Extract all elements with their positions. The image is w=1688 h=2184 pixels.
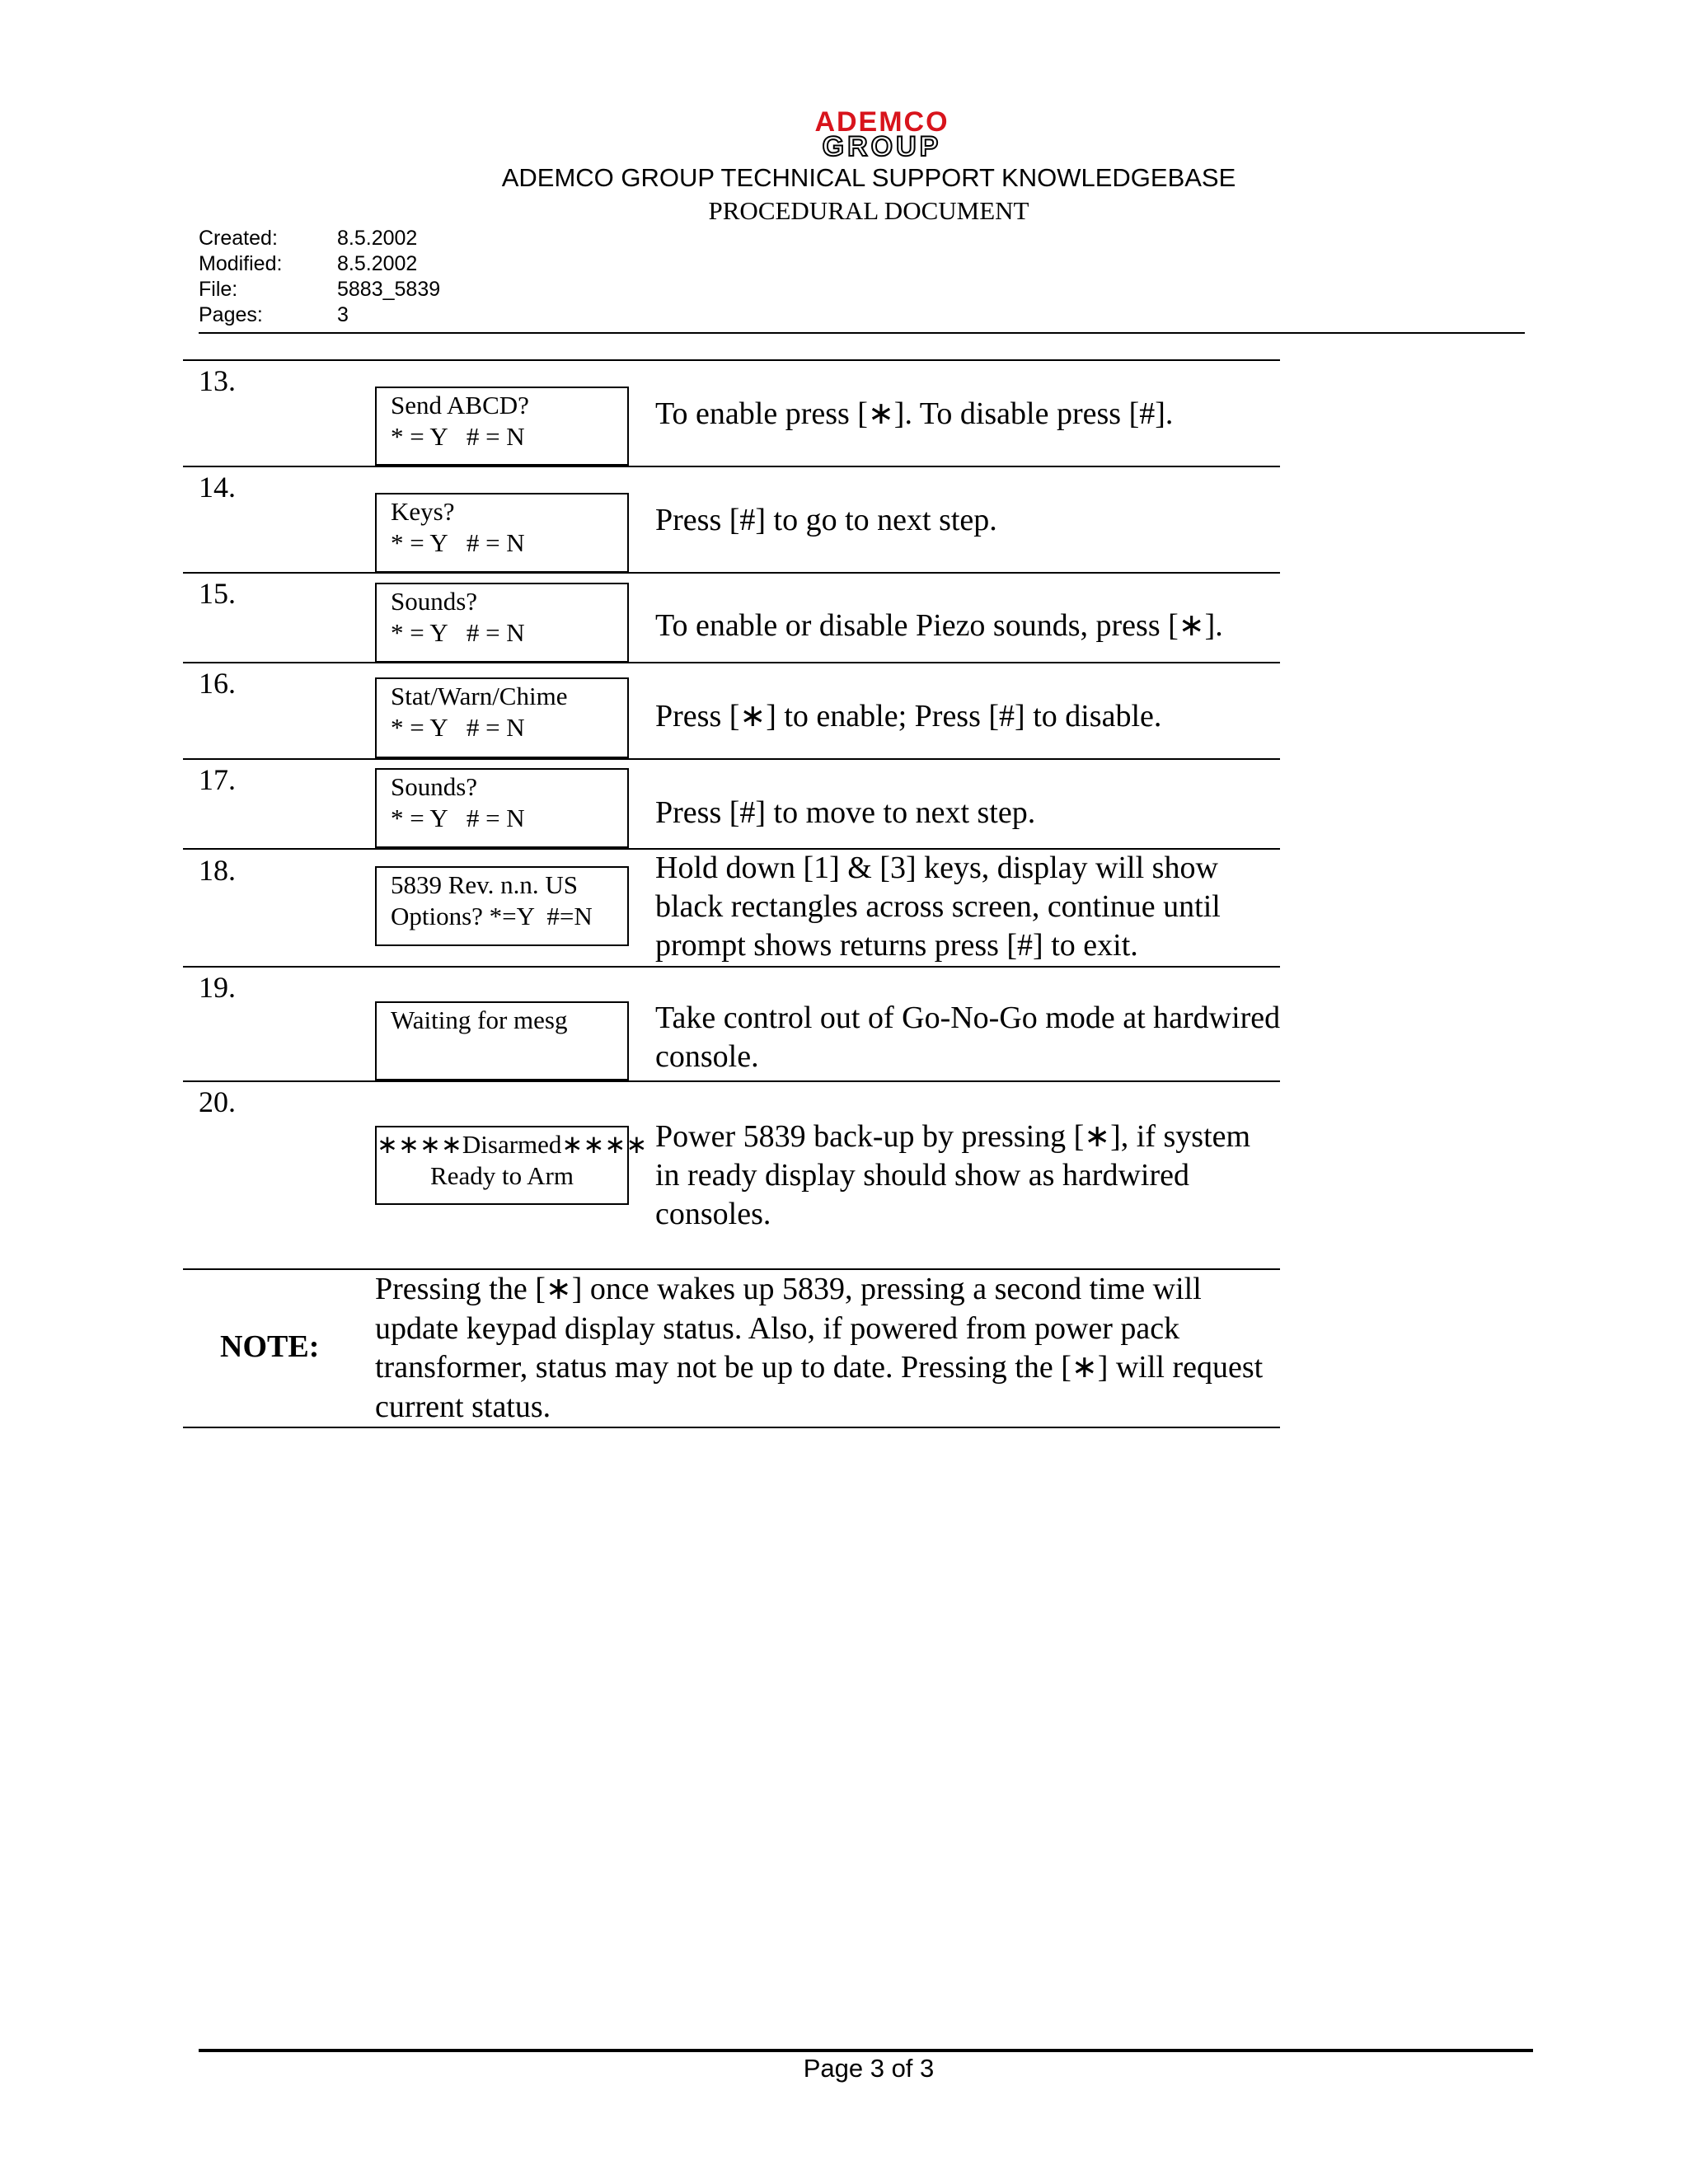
step-number: 18. — [199, 854, 236, 887]
keypad-display: Keys? * = Y # = N — [375, 493, 629, 573]
step-description: Power 5839 back-up by pressing [∗], if system in ready display should show as hardwired consoles. — [655, 1119, 1251, 1231]
row-divider — [183, 662, 1280, 663]
header-divider — [199, 332, 1525, 334]
step-number: 17. — [199, 763, 236, 796]
step-number: 16. — [199, 667, 236, 700]
meta-label: Pages: — [199, 303, 263, 326]
row-divider — [183, 966, 1280, 968]
row-divider — [183, 466, 1280, 467]
step-number: 20. — [199, 1085, 236, 1118]
keypad-display: 5839 Rev. n.n. US Options? *=Y #=N — [375, 866, 629, 946]
meta-pages — [199, 302, 440, 328]
meta-value: 5883_5839 — [337, 278, 441, 301]
step-description: Press [∗] to enable; Press [#] to disable. — [655, 699, 1162, 733]
footer-divider — [199, 2049, 1533, 2052]
meta-created — [199, 226, 440, 251]
meta-file — [199, 277, 440, 302]
ademco-logo — [783, 106, 981, 162]
meta-value: 8.5.2002 — [337, 252, 418, 275]
document-subtitle: PROCEDURAL DOCUMENT — [708, 196, 1029, 225]
note-label: NOTE: — [220, 1329, 320, 1364]
row-divider — [183, 1427, 1280, 1428]
step-description: Press [#] to go to next step. — [655, 503, 997, 537]
step-number: 15. — [199, 577, 236, 610]
logo-bottom-text: GROUP — [822, 131, 942, 162]
step-description: Take control out of Go-No-Go mode at hardwired console. — [655, 1001, 1281, 1074]
step-number: 14. — [199, 471, 236, 504]
meta-label: Modified: — [199, 252, 283, 275]
row-divider — [183, 359, 1280, 361]
keypad-display: ∗∗∗∗Disarmed∗∗∗∗ Ready to Arm — [375, 1126, 629, 1205]
logo-top-text: ADEMCO — [814, 106, 950, 138]
row-divider — [183, 758, 1280, 760]
keypad-display: Stat/Warn/Chime * = Y # = N — [375, 677, 629, 758]
meta-label: File: — [199, 278, 238, 301]
meta-label: Created: — [199, 227, 278, 250]
note-text: Pressing the [∗] once wakes up 5839, pressing a second time will update keypad display status. Also, if powered from power pack transformer, status may not be up to date. Pressing the [∗] will request current status. — [375, 1272, 1264, 1424]
meta-value: 8.5.2002 — [337, 227, 418, 250]
page-number: Page 3 of 3 — [803, 2054, 935, 2083]
metadata-block — [199, 226, 440, 328]
meta-modified — [199, 251, 440, 277]
step-number: 19. — [199, 971, 236, 1004]
step-description: To enable press [∗]. To disable press [#]. — [655, 396, 1174, 431]
step-number: 13. — [199, 364, 236, 397]
keypad-display: Waiting for mesg — [375, 1001, 629, 1080]
keypad-display: Sounds? * = Y # = N — [375, 768, 629, 848]
meta-value: 3 — [337, 303, 349, 326]
keypad-display: Sounds? * = Y # = N — [375, 583, 629, 663]
row-divider — [183, 1080, 1280, 1082]
step-description: Hold down [1] & [3] keys, display will show black rectangles across screen, continue until prompt shows returns press [#] to exit. — [655, 851, 1221, 963]
keypad-display: Send ABCD? * = Y # = N — [375, 387, 629, 466]
step-description: To enable or disable Piezo sounds, press [∗]. — [655, 608, 1223, 643]
step-description: Press [#] to move to next step. — [655, 795, 1036, 830]
document-title: ADEMCO GROUP TECHNICAL SUPPORT KNOWLEDGEBASE — [501, 163, 1236, 192]
row-divider — [183, 572, 1280, 574]
